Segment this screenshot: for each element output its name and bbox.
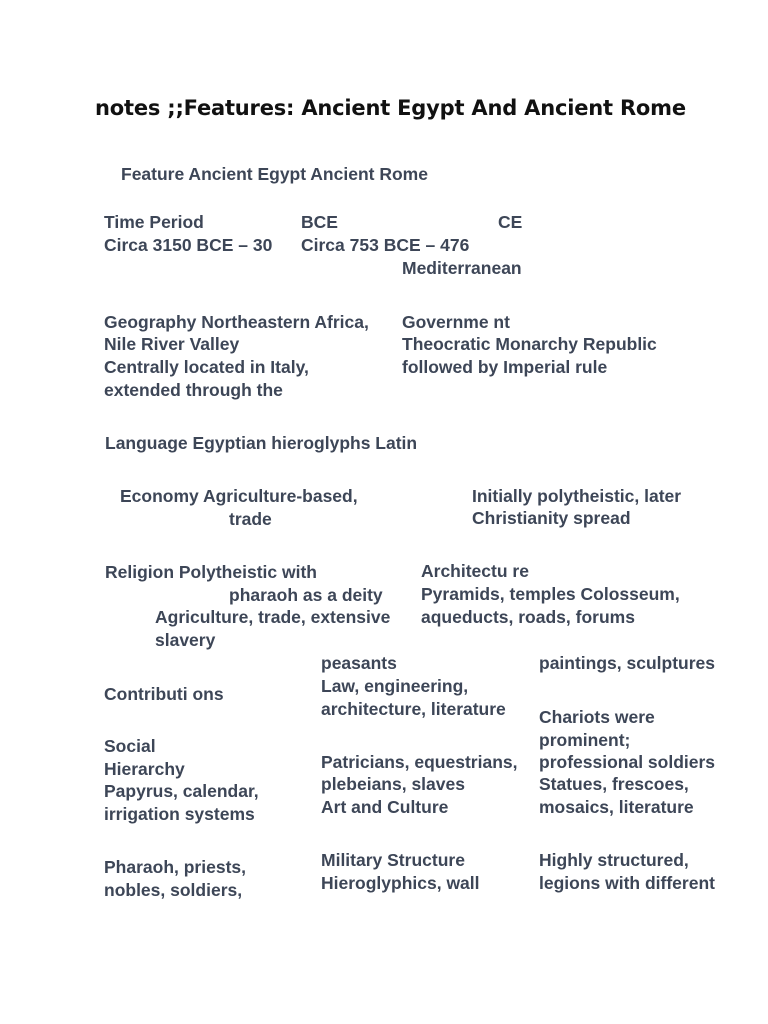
time-ce: CE: [498, 212, 523, 232]
geography-line: Geography Northeastern Africa,: [104, 312, 369, 332]
peasants-text: peasants: [321, 653, 397, 673]
contributions-label: Contributi ons: [104, 684, 224, 704]
government-label: Governme nt: [402, 312, 510, 332]
nobles-text: nobles, soldiers,: [104, 880, 243, 900]
pharaoh-priests-text: Pharaoh, priests,: [104, 857, 246, 877]
initially-text: Initially polytheistic, later: [472, 486, 682, 506]
military-label: Military Structure: [321, 850, 465, 870]
papyrus-text: Papyrus, calendar,: [104, 781, 259, 801]
christianity-text: Christianity spread: [472, 508, 631, 528]
economy-trade: trade: [229, 509, 272, 529]
architecture-label: Architectu re: [421, 561, 529, 581]
art-culture-label: Art and Culture: [321, 797, 449, 817]
pharaoh-deity-text: pharaoh as a deity: [229, 585, 383, 605]
slavery-text: slavery: [155, 630, 216, 650]
plebeians-text: plebeians, slaves: [321, 774, 465, 794]
patricians-text: Patricians, equestrians,: [321, 752, 518, 772]
architecture-literature-text: architecture, literature: [321, 699, 506, 719]
law-text: Law, engineering,: [321, 676, 469, 696]
social-label: Social: [104, 736, 156, 756]
hierarchy-label: Hierarchy: [104, 759, 185, 779]
mediterranean-text: Mediterranean: [402, 258, 522, 278]
irrigation-text: irrigation systems: [104, 804, 255, 824]
mosaics-text: mosaics, literature: [539, 797, 694, 817]
table-header-line: Feature Ancient Egypt Ancient Rome: [121, 164, 428, 184]
centrally-text: Centrally located in Italy,: [104, 357, 309, 377]
theocratic-text: Theocratic Monarchy Republic: [402, 334, 657, 354]
chariots-text: Chariots were: [539, 707, 655, 727]
followed-text: followed by Imperial rule: [402, 357, 608, 377]
agriculture-extensive-text: Agriculture, trade, extensive: [155, 607, 391, 627]
nile-text: Nile River Valley: [104, 334, 240, 354]
language-line: Language Egyptian hieroglyphs Latin: [105, 433, 418, 453]
document-title: notes ;;Features: Ancient Egypt And Ancient Rome: [95, 96, 686, 120]
highly-text: Highly structured,: [539, 850, 689, 870]
rome-circa: Circa 753 BCE – 476: [301, 235, 470, 255]
aqueducts-text: aqueducts, roads, forums: [421, 607, 635, 627]
time-period-label: Time Period: [104, 212, 204, 232]
egypt-circa: Circa 3150 BCE – 30: [104, 235, 273, 255]
religion-line: Religion Polytheistic with: [105, 562, 317, 582]
extended-text: extended through the: [104, 380, 283, 400]
hieroglyphics-wall-text: Hieroglyphics, wall: [321, 873, 480, 893]
paintings-text: paintings, sculptures: [539, 653, 715, 673]
pyramids-text: Pyramids, temples Colosseum,: [421, 584, 680, 604]
prominent-text: prominent;: [539, 730, 631, 750]
economy-line: Economy Agriculture-based,: [120, 486, 358, 506]
legions-text: legions with different: [539, 873, 715, 893]
time-bce: BCE: [301, 212, 338, 232]
statues-text: Statues, frescoes,: [539, 774, 689, 794]
professional-text: professional soldiers: [539, 752, 716, 772]
